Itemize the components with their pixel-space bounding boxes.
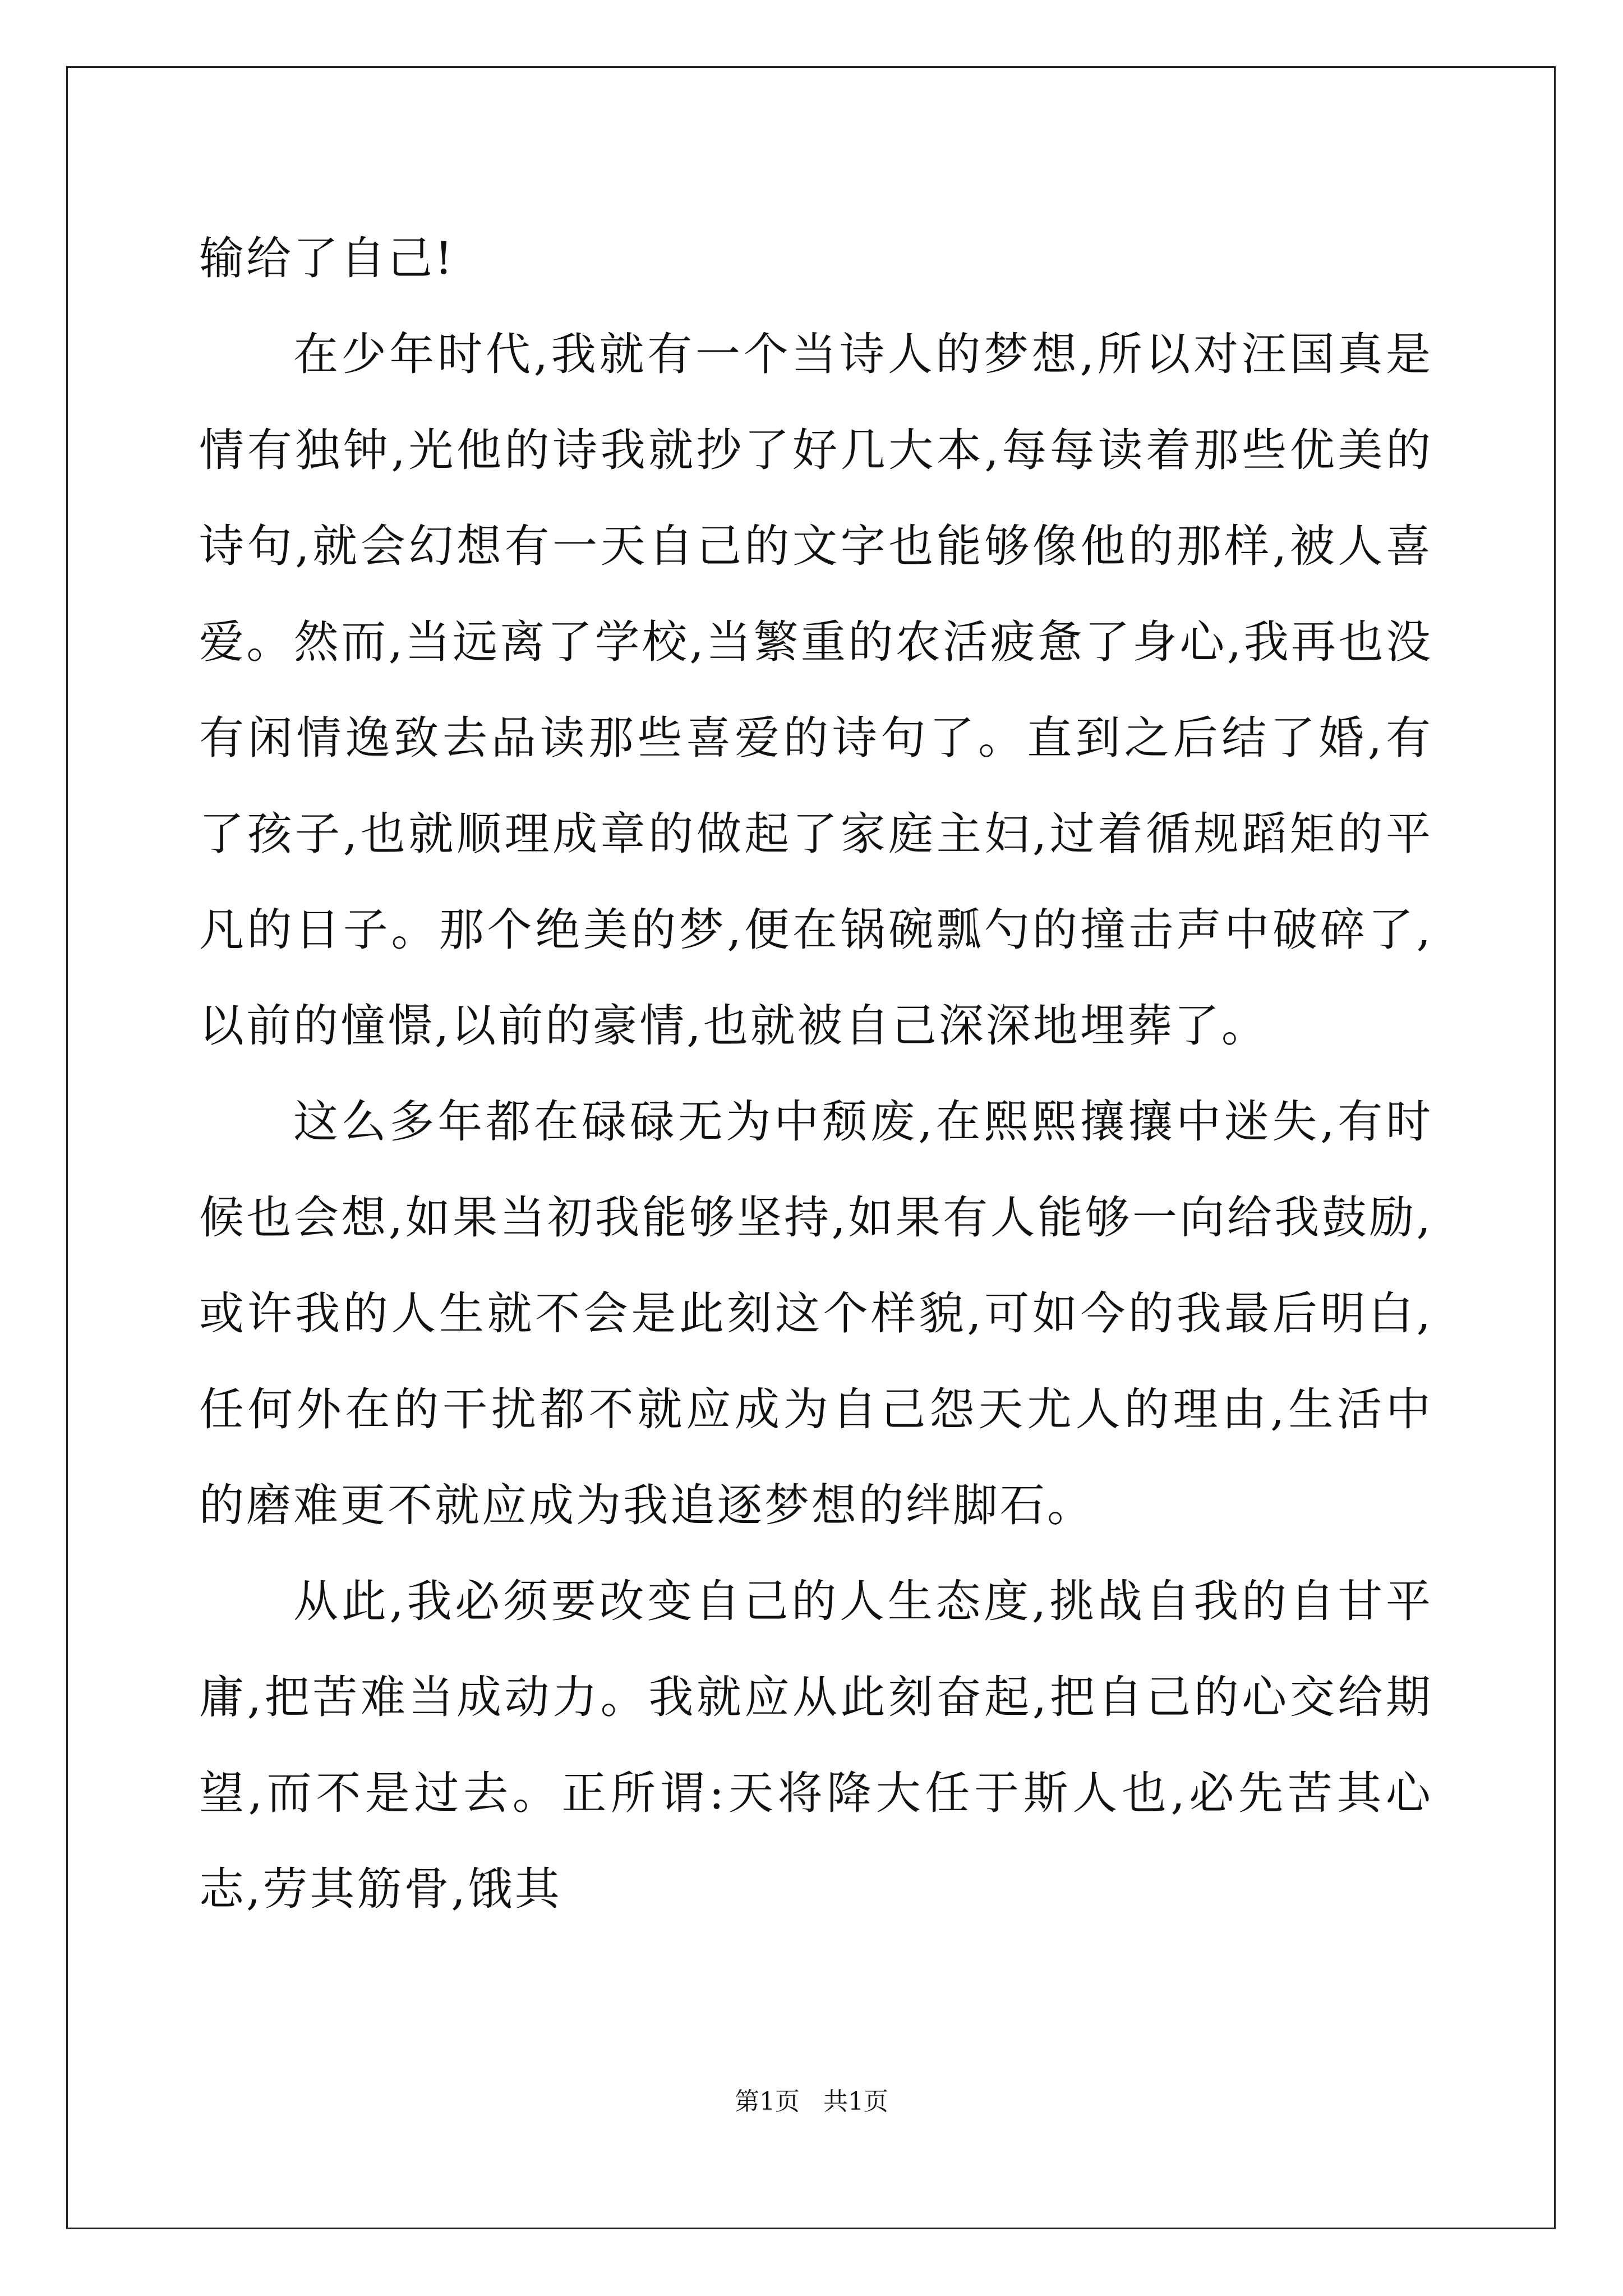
paragraph-2: 在少年时代,我就有一个当诗人的梦想,所以对汪国真是情有独钟,光他的诗我就抄了好几大本,每每读着那些优美的诗句,就会幻想有一天自己的文字也能够像他的那样,被人喜爱。然而,当远离了学校,当繁重的农活疲惫了身心,我再也没有闲情逸致去品读那些喜爱的诗句了。直到之后结了婚,有了孩子,也就顺理成章的做起了家庭主妇,过着循规蹈矩的平凡的日子。那个绝美的梦,便在锅碗瓢勺的撞击声中破碎了,以前的憧憬,以前的豪情,也就被自己深深地埋葬了。 [199, 328, 1433, 1052]
paragraph-1: 输给了自己! [199, 232, 455, 284]
paragraph-3: 这么多年都在碌碌无为中颓废,在熙熙攘攘中迷失,有时候也会想,如果当初我能够坚持,如果有人能够一向给我鼓励,或许我的人生就不会是此刻这个样貌,可如今的我最后明白,任何外在的干扰都不就应成为自己怨天尤人的理由,生活中的磨难更不就应成为我追逐梦想的绊脚石。 [199, 1096, 1433, 1531]
page-footer: 第1页 共1页 [735, 2087, 888, 2116]
paragraph-4: 从此,我必须要改变自己的人生态度,挑战自我的自甘平庸,把苦难当成动力。我就应从此刻奋起,把自己的心交给期望,而不是过去。正所谓:天将降大任于斯人也,必先苦其心志,劳其筋骨,饿其 [199, 1575, 1433, 1915]
document-body [199, 210, 1433, 1937]
